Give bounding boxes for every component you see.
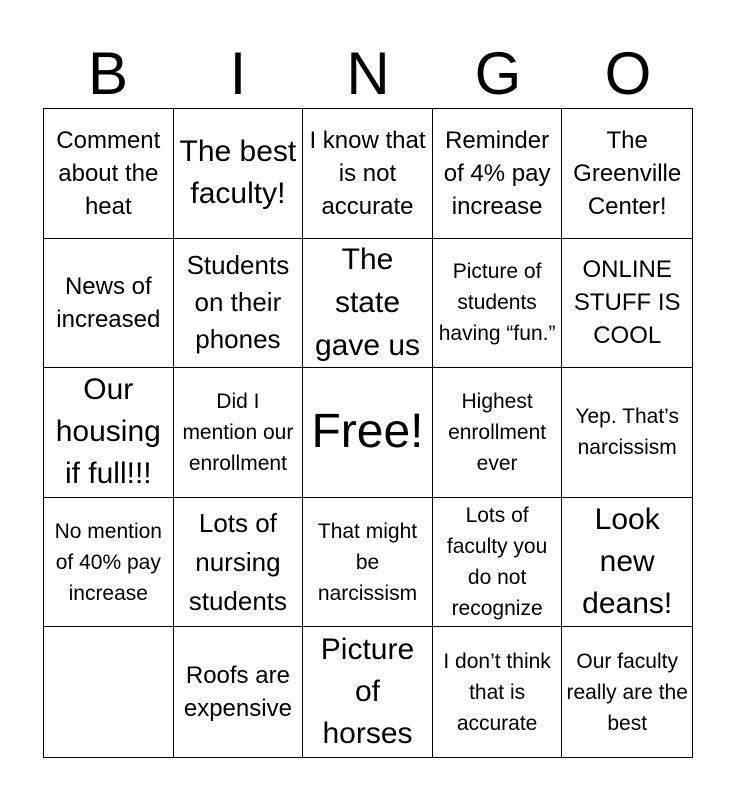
- bingo-cell-text: The Greenville Center!: [573, 126, 682, 220]
- bingo-cell[interactable]: [303, 109, 433, 239]
- bingo-cell-text: I know that is not accurate: [309, 126, 426, 220]
- bingo-cell-text: No mention of 40% pay increase: [54, 519, 162, 605]
- bingo-cell[interactable]: [303, 498, 433, 628]
- bingo-cell[interactable]: [174, 627, 304, 757]
- bingo-cell-text: Our housing if full!!!: [55, 373, 161, 491]
- bingo-cell-text: Yep. That’s narcissism: [575, 405, 679, 460]
- bingo-cell-text: News of increased: [56, 272, 161, 333]
- bingo-cell[interactable]: [174, 368, 304, 498]
- header-letter-g: G: [474, 40, 522, 107]
- bingo-cell[interactable]: [44, 368, 174, 498]
- bingo-grid: [43, 108, 693, 758]
- bingo-cell[interactable]: [562, 368, 692, 498]
- bingo-cell[interactable]: [562, 498, 692, 628]
- bingo-cell-text: Picture of horses: [320, 633, 415, 751]
- header-letter-b: B: [87, 40, 129, 107]
- bingo-cell[interactable]: [44, 498, 174, 628]
- bingo-cell-text: The best faculty!: [179, 135, 297, 211]
- bingo-cell[interactable]: [433, 368, 563, 498]
- bingo-cell[interactable]: [433, 239, 563, 369]
- bingo-cell[interactable]: [44, 239, 174, 369]
- bingo-cell[interactable]: [562, 239, 692, 369]
- bingo-cell[interactable]: [303, 627, 433, 757]
- bingo-cell-text: Roofs are expensive: [183, 662, 292, 723]
- header-letter-n: N: [346, 40, 390, 107]
- bingo-cell-text: Lots of nursing students: [188, 507, 288, 616]
- bingo-cell[interactable]: [303, 368, 433, 498]
- bingo-cell-text: Students on their phones: [186, 250, 290, 355]
- bingo-cell-text: I don’t think that is accurate: [443, 649, 551, 735]
- bingo-cell[interactable]: [44, 627, 174, 757]
- bingo-cell-text: Highest enrollment ever: [448, 389, 547, 475]
- bingo-cell[interactable]: [303, 239, 433, 369]
- bingo-cell-text: Picture of students having “fun.”: [438, 260, 556, 346]
- header-letter-o: O: [604, 40, 652, 107]
- bingo-cell[interactable]: [174, 498, 304, 628]
- bingo-cell[interactable]: [174, 109, 304, 239]
- bingo-cell-text: Comment about the heat: [56, 126, 161, 220]
- bingo-cell-text: Our faculty really are the best: [566, 649, 688, 735]
- bingo-cell[interactable]: [433, 498, 563, 628]
- header-letter-i: I: [229, 40, 247, 107]
- bingo-cell-text: Look new deans!: [582, 503, 673, 621]
- bingo-cell[interactable]: [433, 109, 563, 239]
- bingo-cell-text: Reminder of 4% pay increase: [443, 126, 551, 220]
- bingo-cell[interactable]: [562, 109, 692, 239]
- bingo-cell-text: That might be narcissism: [317, 519, 418, 605]
- bingo-header: [43, 40, 693, 108]
- bingo-cell[interactable]: [562, 627, 692, 757]
- bingo-cell[interactable]: [433, 627, 563, 757]
- bingo-cell-text: Did I mention our enrollment: [182, 389, 294, 475]
- bingo-cell-text: ONLINE STUFF IS COOL: [573, 256, 681, 350]
- bingo-cell-text: Free!: [311, 405, 424, 459]
- bingo-cell[interactable]: [44, 109, 174, 239]
- bingo-cell-text: The state gave us: [314, 243, 421, 363]
- bingo-cell[interactable]: [174, 239, 304, 369]
- bingo-cell-text: Lots of faculty you do not recognize: [446, 504, 548, 621]
